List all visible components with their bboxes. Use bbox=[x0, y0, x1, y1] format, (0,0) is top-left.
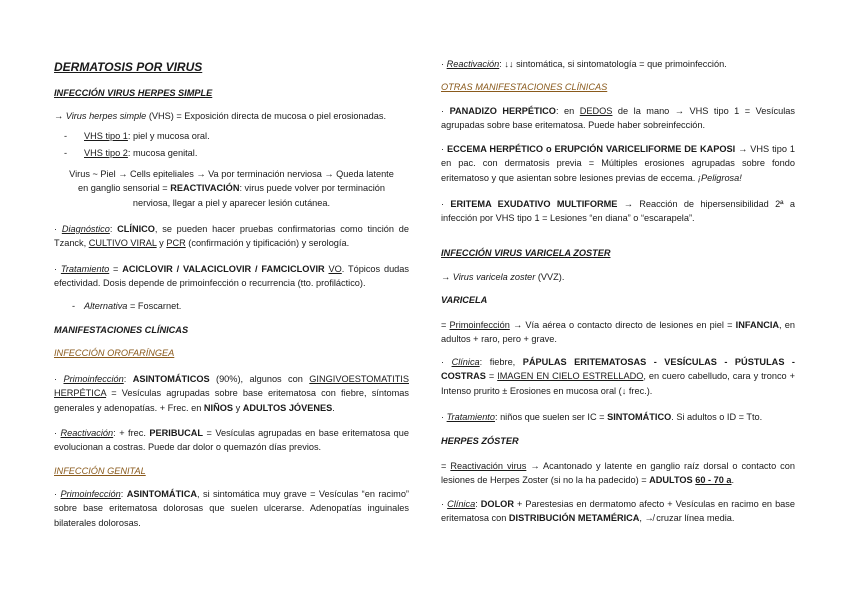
reactivacion-zoster-paragraph: = Reactivación virus → Acantonado y latente en ganglio raíz dorsal o contacto con lesiones de Herpes Zoster (si no la ha padecido) = ADULTOS 60 - 70 a. bbox=[441, 461, 795, 486]
pathway-paragraph: Virus ~ Piel → Cells epiteliales → Va por terminación nerviosa → Queda latente en ganglio sensorial = REACTIVACIÓN: virus puede volver por terminación nerviosa, llegar a piel y aparecer lesión cutánea. bbox=[69, 169, 394, 208]
eccema-paragraph: · ECCEMA HERPÉTICO o ERUPCIÓN VARICELIFORME DE KAPOSI → VHS tipo 1 en pac. con dermatosis previa = Múltiples erosiones agrupadas sobre fondo eritematoso y que asientan sobre lesiones previas de eccema. ¡Peligrosa! bbox=[441, 144, 795, 183]
list-item-alternativa: - Alternativa = Foscarnet. bbox=[72, 301, 182, 311]
vvz-intro: → Virus varicela zoster (VVZ). bbox=[441, 272, 565, 282]
reactivacion-oral-paragraph: · Reactivación: + frec. PERIBUCAL = Vesículas agrupadas en base eritematosa que evolucionan a costras. Puede dar dolor o quemazón días previos. bbox=[54, 428, 409, 453]
diagnostico-paragraph: · Diagnóstico: CLÍNICO, se pueden hacer pruebas confirmatorias como tinción de Tzanck, CULTIVO VIRAL y PCR (confirmación y tipificación) y serología. bbox=[54, 224, 409, 249]
eritema-paragraph: · ERITEMA EXUDATIVO MULTIFORME → Reacción de hipersensibilidad 2ª a infección por VHS tipo 1 = Lesiones “en diana” o “escarapela”. bbox=[441, 199, 795, 224]
tratamiento-paragraph: · Tratamiento = ACICLOVIR / VALACICLOVIR / FAMCICLOVIR VO. Tópicos dudas efectividad. Dosis depende de primoinfección o recurrencia (tto. profiláctico). bbox=[54, 264, 409, 289]
vhs-intro: → Virus herpes simple (VHS) = Exposición directa de mucosa o piel erosionadas. bbox=[54, 111, 387, 121]
section-heading-varicela-zoster: INFECCIÓN VIRUS VARICELA ZOSTER bbox=[441, 248, 611, 258]
section-heading-varicela: VARICELA bbox=[441, 295, 488, 305]
section-heading-genital: INFECCIÓN GENITAL bbox=[54, 466, 146, 476]
reactivacion-genital-paragraph: · Reactivación: ↓↓ sintomática, si sintomatología = que primoinfección. bbox=[441, 59, 727, 69]
clinica-varicela-paragraph: · Clínica: fiebre, PÁPULAS ERITEMATOSAS - VESÍCULAS - PÚSTULAS - COSTRAS = IMAGEN EN CIELO ESTRELLADO, en cuero cabelludo, cara y tronco + Intenso prurito ± Erosiones en mucosa oral (↓ frec.). bbox=[441, 357, 795, 396]
primoinfeccion-varicela-paragraph: = Primoinfección → Vía aérea o contacto directo de lesiones en piel = INFANCIA, en adultos + raro, pero + grave. bbox=[441, 320, 795, 345]
list-item-vhs2: - VHS tipo 2: mucosa genital. bbox=[64, 148, 198, 158]
section-heading-herpes-zoster: HERPES ZÓSTER bbox=[441, 436, 519, 446]
primoinfeccion-genital-paragraph: · Primoinfección: ASINTOMÁTICA, si sintomática muy grave = Vesículas “en racimo” sobre base eritematosa dolorosas que suelen ulcerarse. Adenopatías inguinales bilaterales dolorosas. bbox=[54, 489, 409, 528]
list-item-vhs1: - VHS tipo 1: piel y mucosa oral. bbox=[64, 131, 210, 141]
panadizo-paragraph: · PANADIZO HERPÉTICO: en DEDOS de la mano → VHS tipo 1 = Vesículas agrupadas sobre base eritematosa. Puede haber sobreinfección. bbox=[441, 106, 795, 131]
section-heading-orofaringea: INFECCIÓN OROFARÍNGEA bbox=[54, 348, 175, 358]
clinica-zoster-paragraph: · Clínica: DOLOR + Parestesias en dermatomo afecto + Vesículas en racimo en base eritematosa con DISTRIBUCIÓN METAMÉRICA, ↛ cruzar línea media. bbox=[441, 499, 795, 524]
page-title: DERMATOSIS POR VIRUS bbox=[54, 60, 203, 74]
section-heading-otras-manifestaciones: OTRAS MANIFESTACIONES CLÍNICAS bbox=[441, 82, 608, 92]
primoinfeccion-oral-paragraph: · Primoinfección: ASINTOMÁTICOS (90%), algunos con GINGIVOESTOMATITIS HERPÉTICA = Vesículas agrupadas sobre base eritematosa con fiebre, síntomas generales y adenopatías. + Frec. en NIÑOS y ADULTOS JÓVENES. bbox=[54, 374, 409, 413]
tratamiento-varicela-paragraph: · Tratamiento: niños que suelen ser IC = SINTOMÁTICO. Si adultos o ID = Tto. bbox=[441, 412, 763, 422]
section-heading-herpes-simple: INFECCIÓN VIRUS HERPES SIMPLE bbox=[54, 88, 213, 98]
section-heading-manifestaciones: MANIFESTACIONES CLÍNICAS bbox=[54, 325, 189, 335]
